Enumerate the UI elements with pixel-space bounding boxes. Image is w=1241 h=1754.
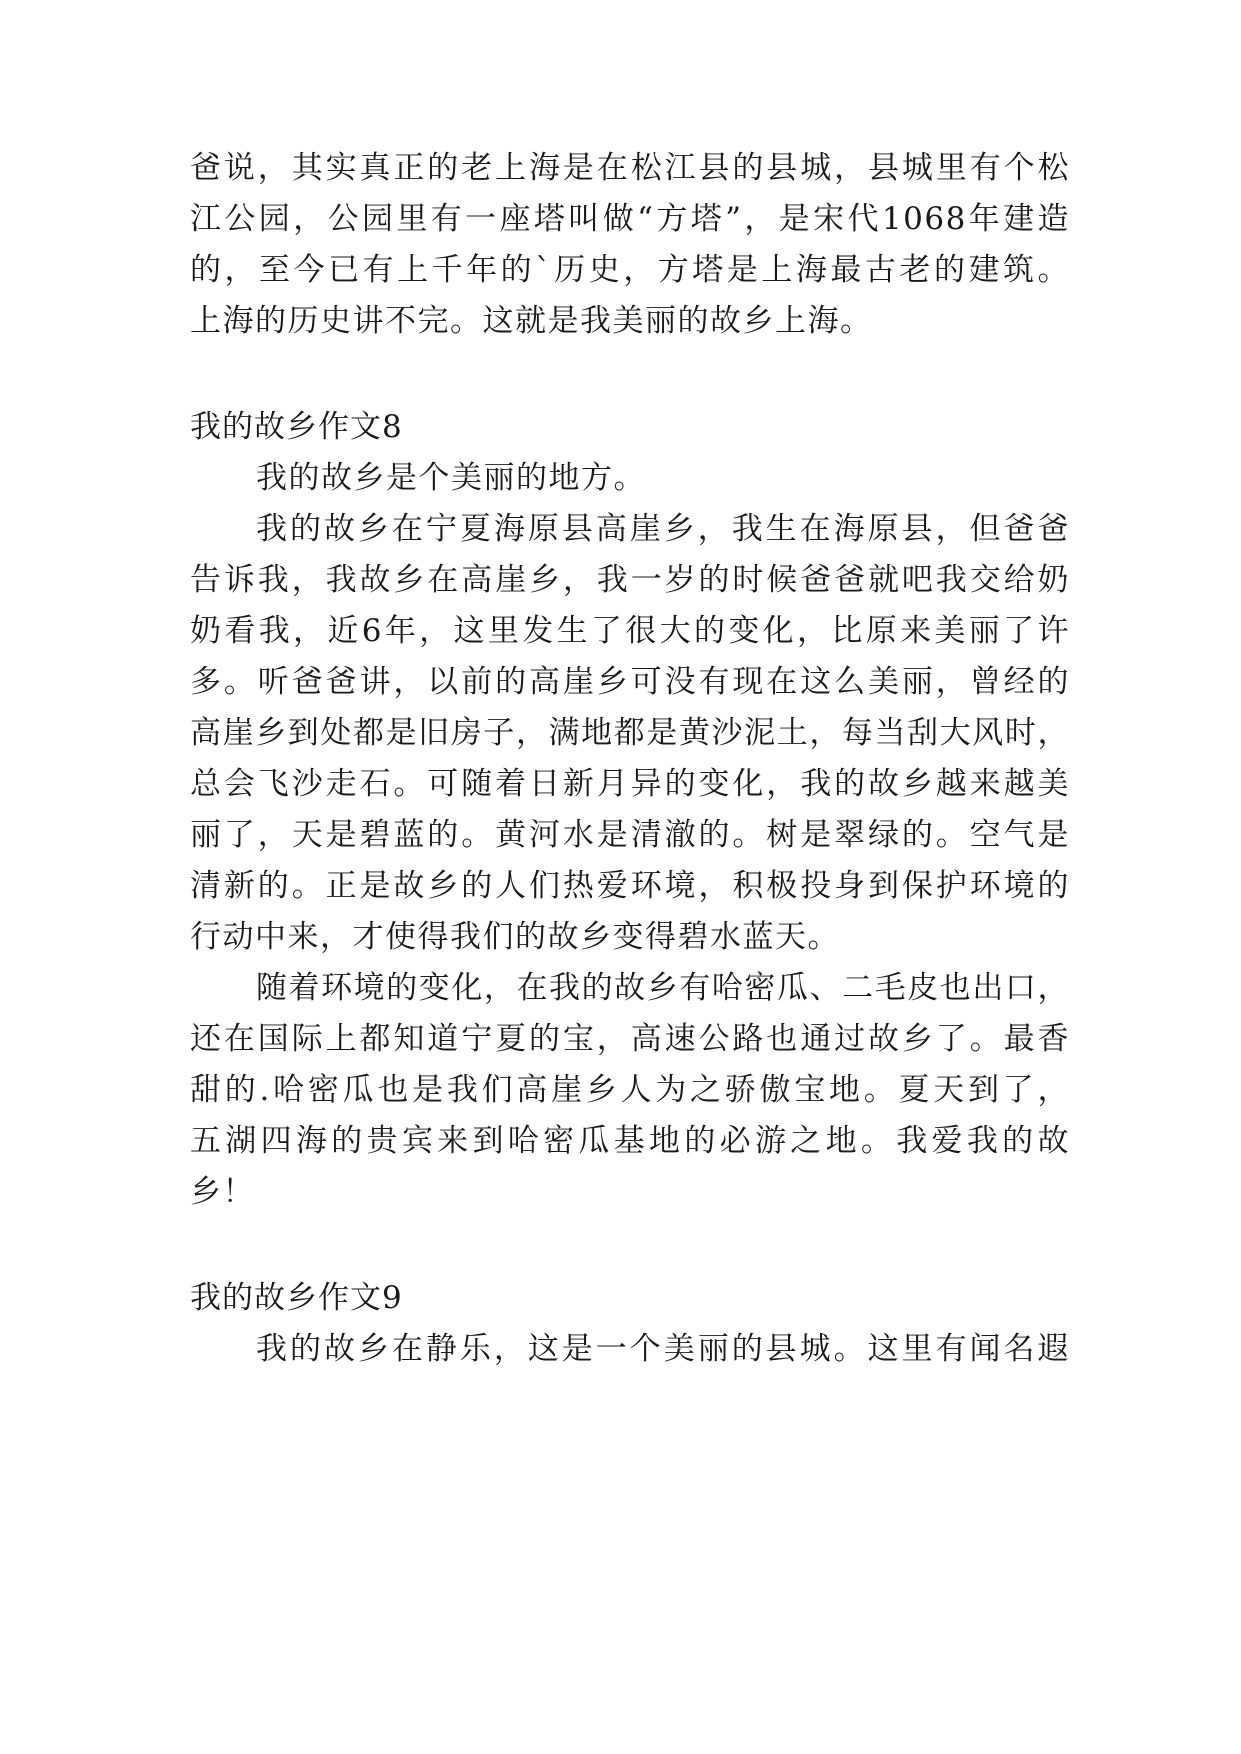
body-text-line: 我的故乡在静乐，这是一个美丽的县城。这里有闻名遐 <box>256 1331 1070 1367</box>
body-text-line: 丽了，天是碧蓝的。黄河水是清澈的。树是翠绿的。空气是 <box>190 817 1070 853</box>
body-text-line: 的，至今已有上千年的`历史，方塔是上海最古老的建筑。 <box>190 252 1070 288</box>
body-text-line: 爸说，其实真正的老上海是在松江县的县城，县城里有个松 <box>190 150 1070 186</box>
body-text-line: 还在国际上都知道宁夏的宝，高速公路也通过故乡了。最香 <box>190 1021 1070 1057</box>
body-text-line: 五湖四海的贵宾来到哈密瓜基地的必游之地。我爱我的故 <box>190 1123 1070 1159</box>
body-text-line: 行动中来，才使得我们的故乡变得碧水蓝天。 <box>190 919 840 955</box>
body-text-line: 上海的历史讲不完。这就是我美丽的故乡上海。 <box>190 303 873 339</box>
body-text-line: 甜的.哈密瓜也是我们高崖乡人为之骄傲宝地。夏天到了， <box>190 1072 1070 1108</box>
body-text-line: 奶看我，近6年，这里发生了很大的变化，比原来美丽了许 <box>190 613 1070 649</box>
body-text-line: 清新的。正是故乡的人们热爱环境，积极投身到保护环境的 <box>190 868 1070 904</box>
body-text-line: 告诉我，我故乡在高崖乡，我一岁的时候爸爸就吧我交给奶 <box>190 562 1070 598</box>
body-text-line: 多。听爸爸讲，以前的高崖乡可没有现在这么美丽，曾经的 <box>190 664 1070 700</box>
body-text-line: 乡！ <box>190 1174 255 1210</box>
body-text-line: 我的故乡在宁夏海原县高崖乡，我生在海原县，但爸爸 <box>256 511 1070 547</box>
body-text-line: 随着环境的变化，在我的故乡有哈密瓜、二毛皮也出口， <box>256 970 1070 1006</box>
essay-title: 我的故乡作文8 <box>190 409 403 445</box>
body-text-line: 总会飞沙走石。可随着日新月异的变化，我的故乡越来越美 <box>190 766 1070 802</box>
essay-title: 我的故乡作文9 <box>190 1280 403 1316</box>
body-text-line: 我的故乡是个美丽的地方。 <box>256 460 646 496</box>
body-text-line: 江公园，公园里有一座塔叫做“方塔”，是宋代1068年建造 <box>190 201 1070 237</box>
body-text-line: 高崖乡到处都是旧房子，满地都是黄沙泥土，每当刮大风时， <box>190 715 1070 751</box>
